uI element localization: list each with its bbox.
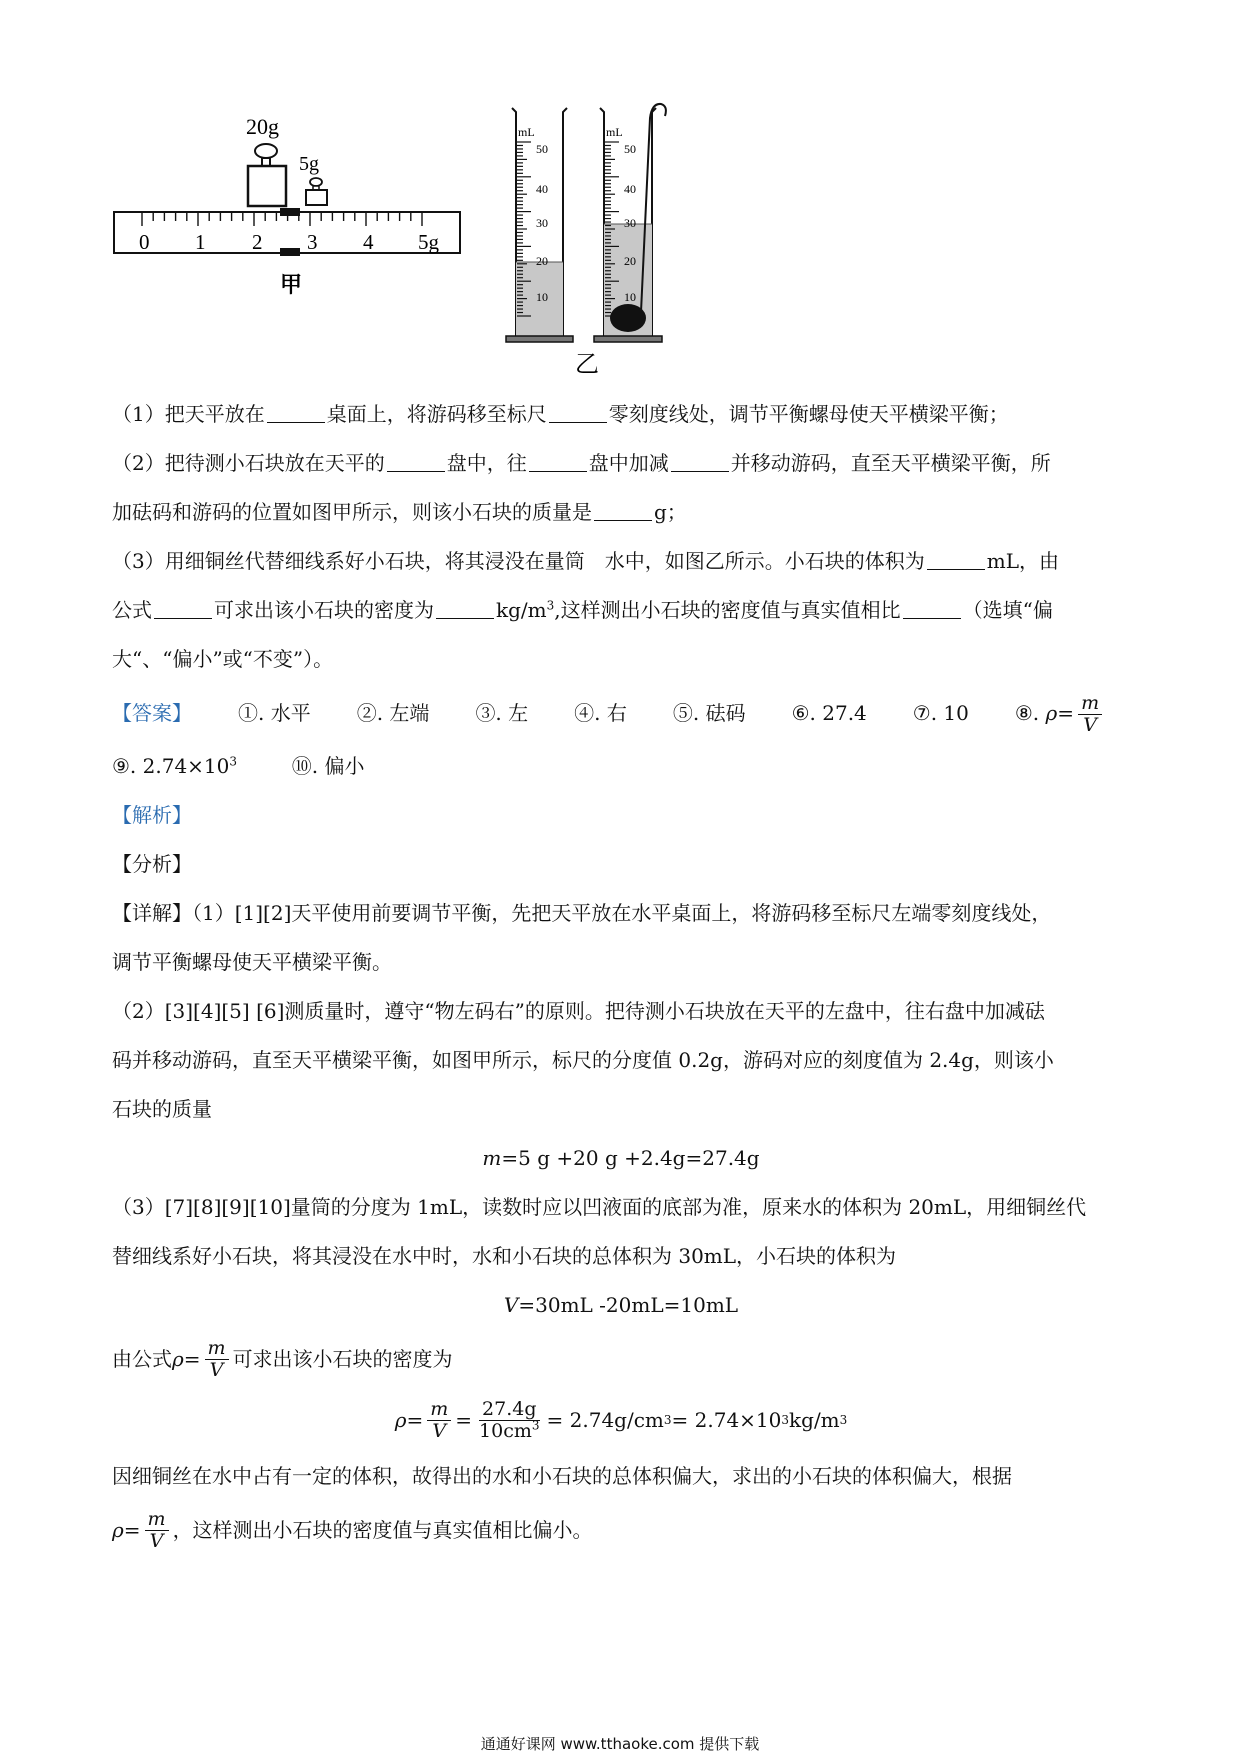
detail-2: （2）[3][4][5] [6]测质量时，遵守“物左码右”的原则。把待测小石块放在天平的左盘中，往右盘中加减砝 码并移动游码，直至天平横梁平衡，如图甲所示，标尺的分度值 0.2g，游码对应的刻度值为 2.4g，则该小 石块的质量 [112, 999, 1054, 1121]
answer-line-2 [112, 742, 1130, 791]
cyl-right-20: 20 [624, 254, 636, 268]
cylinder-left-base [506, 336, 573, 342]
answer-2: ②. 左端 [356, 700, 430, 725]
answer-4: ④. 右 [574, 700, 627, 725]
answer-9: ⑨. $2.74\times 10^3$ [112, 754, 238, 778]
weight-20g-label: 20g [246, 114, 279, 139]
experiment-figure [0, 0, 1240, 390]
answer-7: ⑦. 10 [912, 700, 969, 725]
cyl-right-30: 30 [624, 216, 636, 230]
blank-3 [387, 451, 445, 472]
blank-2 [549, 402, 607, 423]
weight-5g [306, 178, 327, 205]
cyl-left-10: 10 [536, 290, 548, 304]
cylinder-left [506, 108, 573, 342]
scale-label-4: 4 [363, 230, 374, 254]
stone [610, 304, 646, 332]
blank-9 [436, 598, 494, 619]
blank-7 [927, 549, 985, 570]
jiexi-tag: 【解析】 [112, 803, 192, 827]
weight-5g-label: 5g [299, 153, 319, 175]
conclusion-2: ρ = $\frac{m}{V}$ ，这样测出小石块的密度值与真实值相比偏小。 [112, 1507, 593, 1552]
label-yi: 乙 [575, 350, 599, 378]
question-1: （1）把天平放在 桌面上，将游码移至标尺 零刻度线处，调节平衡螺母使天平横梁平衡； [112, 402, 1009, 426]
equation-density: ρ = $\frac{m}{V}$ = $\frac{27.4g}{10cm^3}$ = 2.74g/cm 3 = 2.74×10 3 kg/m 3 [394, 1397, 848, 1442]
blank-6 [594, 500, 652, 521]
balance-figure [114, 114, 460, 298]
scale-label-5g: 5g [418, 230, 439, 254]
answer-1: ①. 水平 [238, 700, 311, 725]
blank-1 [267, 402, 325, 423]
label-jia: 甲 [280, 273, 303, 298]
figure-area [0, 0, 1240, 390]
cyl-right-10: 10 [624, 290, 636, 304]
cylinder-right [594, 104, 666, 342]
page-footer: 通通好课网 www.tthaoke.com 提供下载 [480, 1735, 760, 1753]
document-body [112, 390, 1130, 1559]
cyl-left-unit: mL [518, 125, 535, 139]
fenxi-tag: 【分析】 [112, 852, 192, 876]
answer-5: ⑤. 砝码 [672, 700, 746, 725]
scale-label-2: 2 [252, 230, 263, 254]
answer-8: ⑧. ρ= $\frac{m}{V}$ [1015, 689, 1106, 738]
scale-label-0: 0 [139, 230, 150, 254]
cyl-right-unit: mL [606, 125, 623, 139]
weight-20g [248, 144, 286, 206]
cyl-left-50: 50 [536, 142, 548, 156]
cylinder-right-base [594, 336, 662, 342]
scale-label-1: 1 [195, 230, 206, 254]
rider-bottom [280, 248, 300, 256]
cyl-right-40: 40 [624, 182, 636, 196]
blank-10 [903, 598, 961, 619]
cyl-left-20: 20 [536, 254, 548, 268]
blank-8 [154, 598, 212, 619]
scale-label-3: 3 [307, 230, 318, 254]
rider-top [280, 208, 300, 216]
cyl-left-40: 40 [536, 182, 548, 196]
equation-mass: m=5 g +20 g +2.4g=27.4g [482, 1146, 760, 1170]
detail-1: 【详解】（1）[1][2]天平使用前要调节平衡，先把天平放在水平桌面上，将游码移至标尺左端零刻度线处， 调节平衡螺母使天平横梁平衡。 [112, 901, 1052, 974]
density-intro: 由公式 ρ = $\frac{m}{V}$ 可求出该小石块的密度为 [112, 1336, 453, 1381]
cyl-right-50: 50 [624, 142, 636, 156]
cyl-left-30: 30 [536, 216, 548, 230]
conclusion: 因细铜丝在水中占有一定的体积，故得出的水和小石块的总体积偏大，求出的小石块的体积偏大，根据 [112, 1464, 1012, 1488]
question-2: （2）把待测小石块放在天平的 盘中，往 盘中加减 并移动游码，直至天平横梁平衡，所 加砝码和游码的位置如图甲所示，则该小石块的质量是 g； [112, 451, 1051, 524]
equation-volume: V=30mL -20mL=10mL [503, 1293, 739, 1317]
blank-4 [529, 451, 587, 472]
answer-10: ⑩. 偏小 [291, 754, 365, 778]
blank-5 [671, 451, 729, 472]
answer-line [112, 684, 1130, 742]
question-3: （3）用细铜丝代替细线系好小石块，将其浸没在量筒 水中，如图乙所示。小石块的体积为 mL，由 公式 可求出该小石块的密度为 $kg/m^3$,这样测出小石块的密度值与真实值相比 （选填“偏 大“、“偏小”或“不变”）。 [112, 549, 1059, 671]
answer-6: ⑥. 27.4 [791, 700, 867, 725]
fraction-m-over-V: $\frac{m}{V}$ [1078, 693, 1102, 736]
detail-3: （3）[7][8][9][10]量筒的分度为 1mL，读数时应以凹液面的底部为准，原来水的体积为 20mL，用细铜丝代 替细线系好小石块，将其浸没在水中时，水和小石块的总体积为 30mL，小石块的体积为 [112, 1195, 1087, 1268]
answer-tag: 【答案】 [112, 700, 192, 725]
answer-3: ③. 左 [475, 700, 529, 725]
